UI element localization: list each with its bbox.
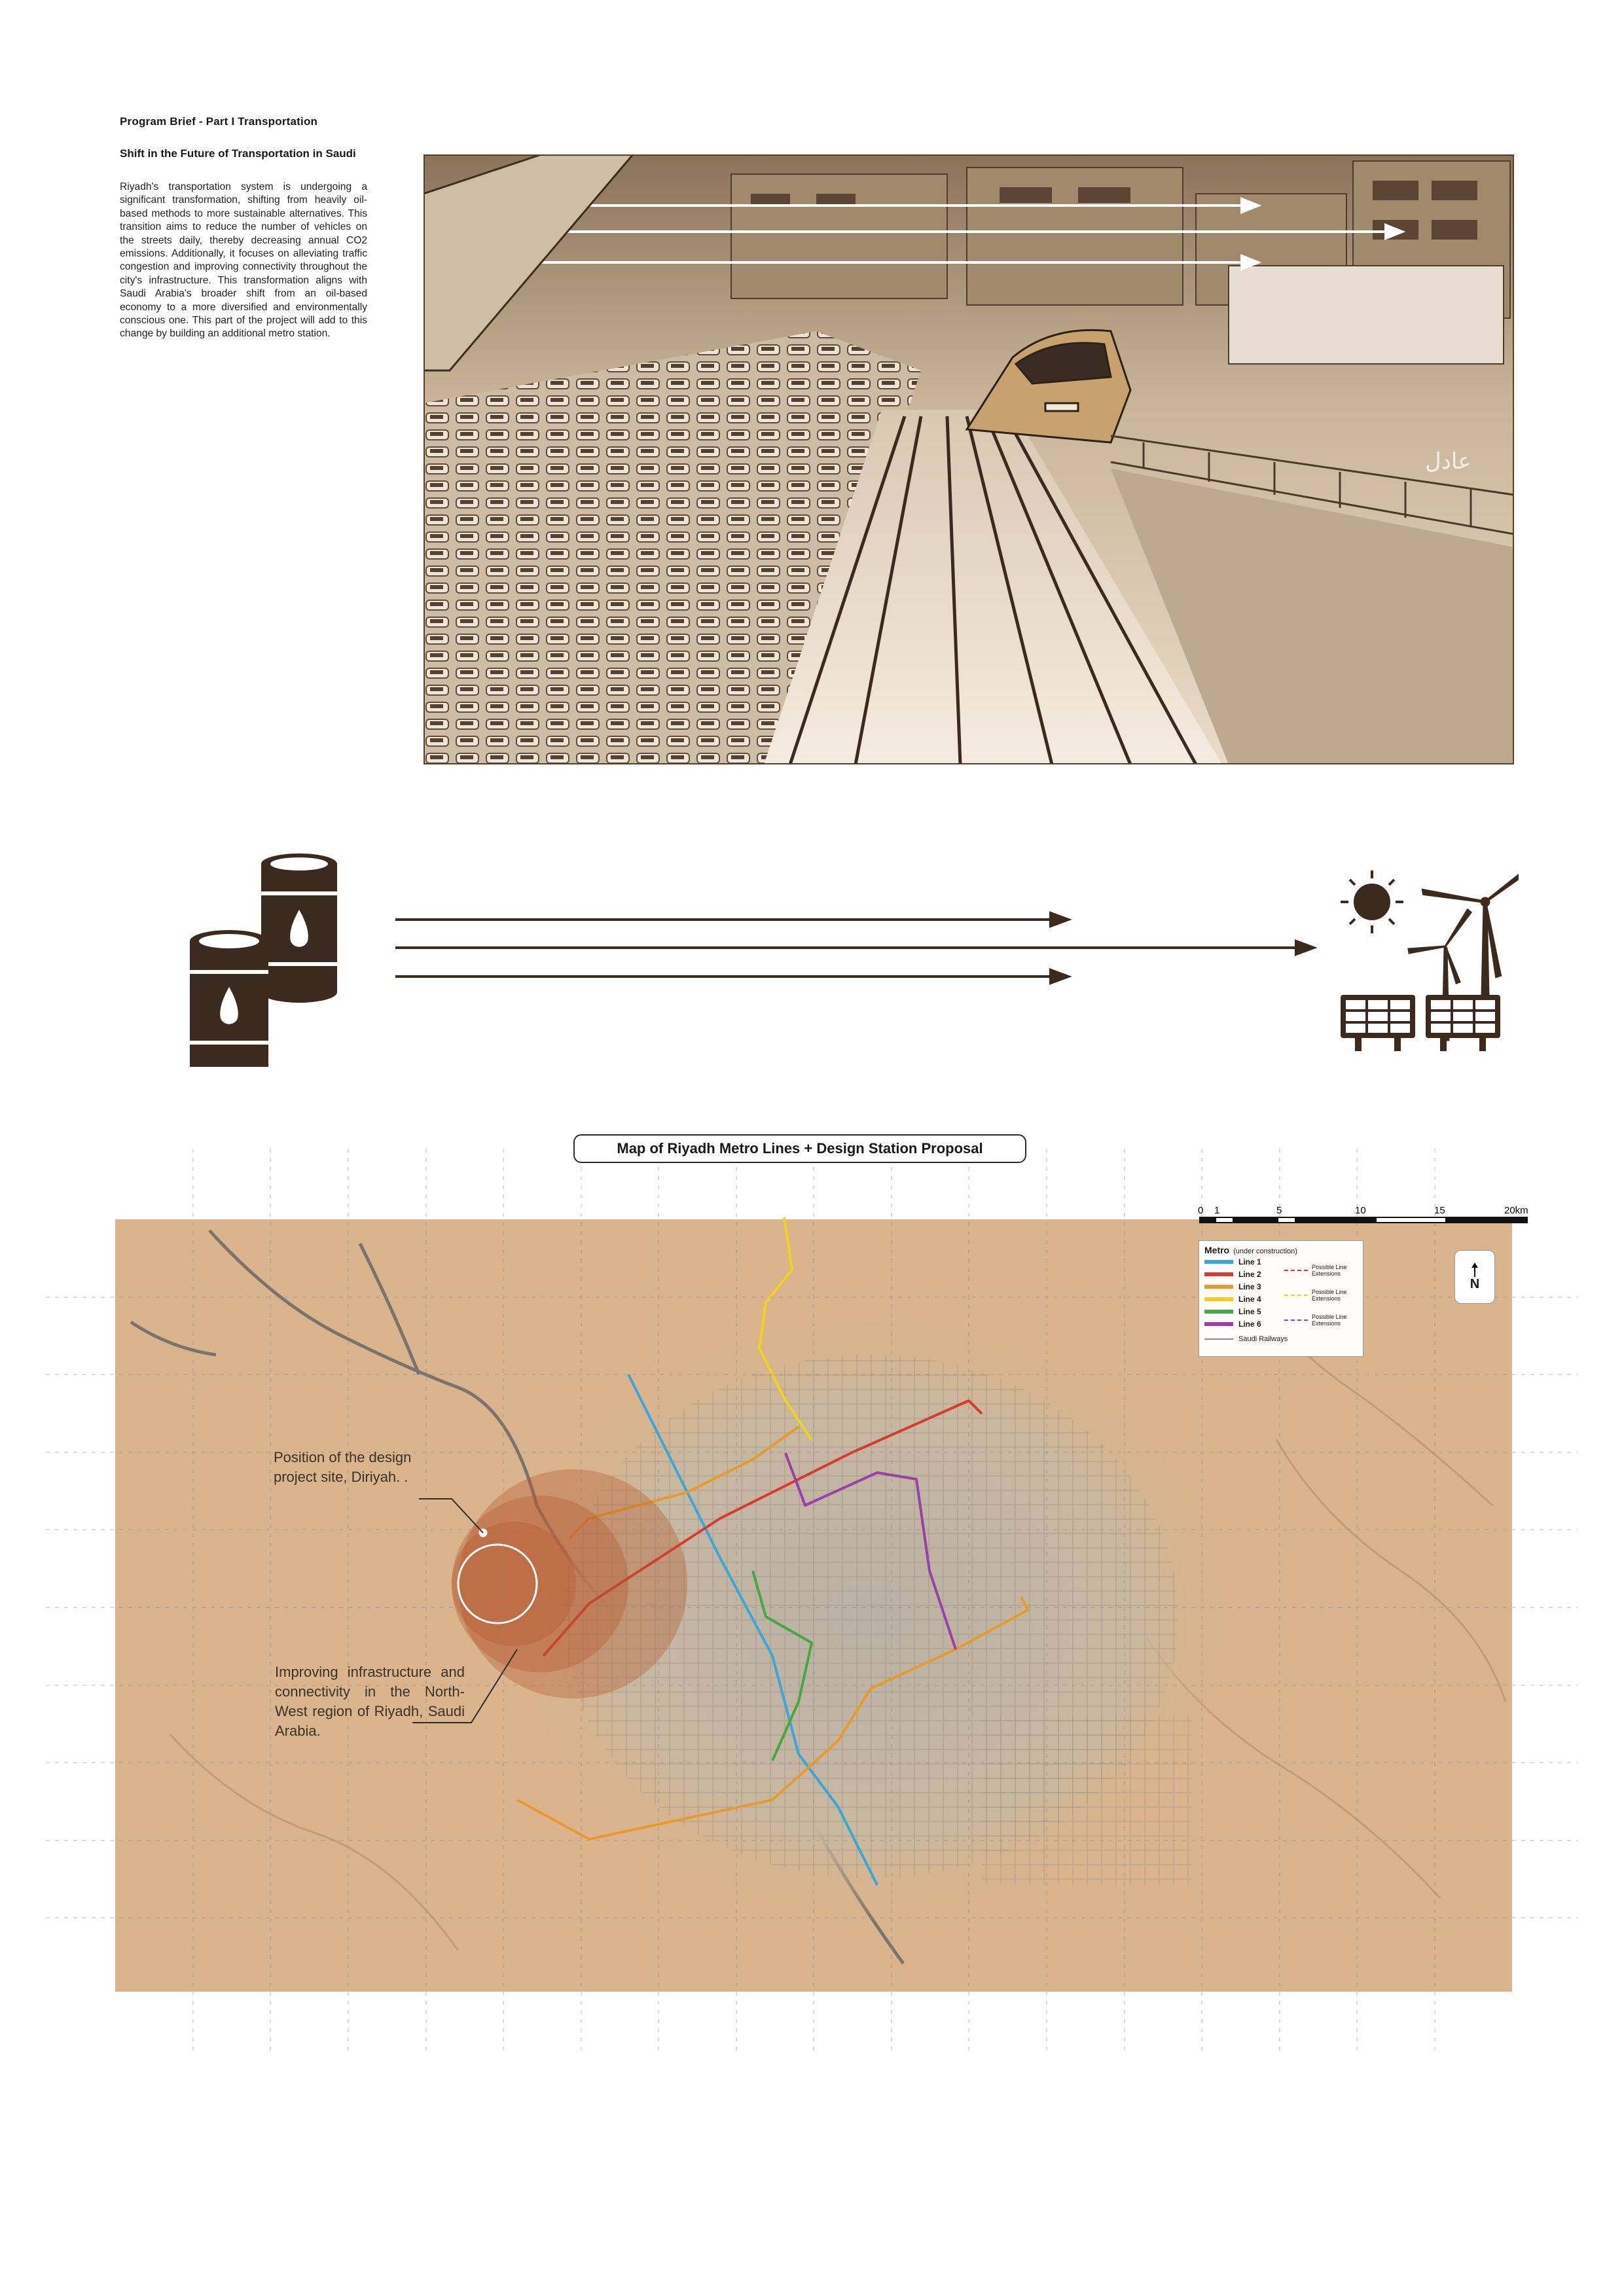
scale-bar <box>1197 1202 1530 1228</box>
legend-extension-purple: Possible Line Extensions <box>1284 1308 1358 1333</box>
photo-sign-text: عادل <box>1425 448 1471 475</box>
legend-line-1: Line 1 <box>1204 1255 1284 1268</box>
legend-line-2: Line 2 <box>1204 1268 1284 1280</box>
map-title: Map of Riyadh Metro Lines + Design Station Proposal <box>573 1134 1026 1163</box>
transition-arrows <box>395 913 1314 983</box>
legend-saudi-railways: Saudi Railways <box>1204 1335 1358 1343</box>
callout-design-site: Position of the design project site, Diriyah. . <box>274 1449 412 1485</box>
brief-body: Riyadh's transportation system is undergoing a significant transformation, shifting from heavily oil-based methods to more sustainable alternatives. This transition aims to reduce the number of vehicles on the streets daily, thereby decreasing annual CO2 emissions. Additionally, it focuses on alleviating traffic congestion and improving connectivity throughout the city's infrastructure. This transformation aligns with Saudi Arabia's broader shift from an oil-based economy to a more diversified and environmentally conscious one. This part of the project will add to this change by building an additional metro station. <box>120 181 367 340</box>
north-arrow <box>1454 1250 1495 1304</box>
legend-extension-yellow: Possible Line Extensions <box>1284 1283 1358 1308</box>
sun-icon <box>1341 870 1403 933</box>
scale-tick-5: 5 <box>1276 1205 1282 1216</box>
callout-infrastructure: Improving infrastructure and connectivity in the North-West region of Riyadh, Saudi Arabia. <box>275 1664 465 1739</box>
metro-legend <box>1199 1240 1363 1357</box>
legend-heading-note: (under construction) <box>1233 1247 1297 1255</box>
north-arrow-icon <box>1470 1263 1479 1277</box>
legend-extension-red: Possible Line Extensions <box>1284 1258 1358 1283</box>
legend-line-3: Line 3 <box>1204 1280 1284 1293</box>
north-label: N <box>1470 1276 1480 1291</box>
brief-subtitle: Shift in the Future of Transportation in Saudi <box>120 147 356 160</box>
legend-line-6: Line 6 <box>1204 1318 1284 1330</box>
legend-line-4: Line 4 <box>1204 1293 1284 1305</box>
brief-title: Program Brief - Part I Transportation <box>120 115 318 128</box>
scale-tick-15: 15 <box>1434 1205 1445 1216</box>
legend-heading: Metro (under construction) <box>1204 1245 1297 1255</box>
scale-tick-20km: 20km <box>1504 1205 1528 1216</box>
scale-tick-10: 10 <box>1355 1205 1366 1216</box>
oil-barrel-icon <box>190 853 337 1067</box>
solar-panel-icon <box>1341 995 1500 1051</box>
train-traffic-photo <box>424 154 1514 764</box>
scale-tick-0: 0 <box>1198 1205 1204 1216</box>
legend-line-5: Line 5 <box>1204 1305 1284 1318</box>
oil-to-renewable-graphic <box>183 844 1519 1067</box>
scale-tick-1: 1 <box>1214 1205 1220 1216</box>
riyadh-metro-map <box>0 1149 1624 2052</box>
